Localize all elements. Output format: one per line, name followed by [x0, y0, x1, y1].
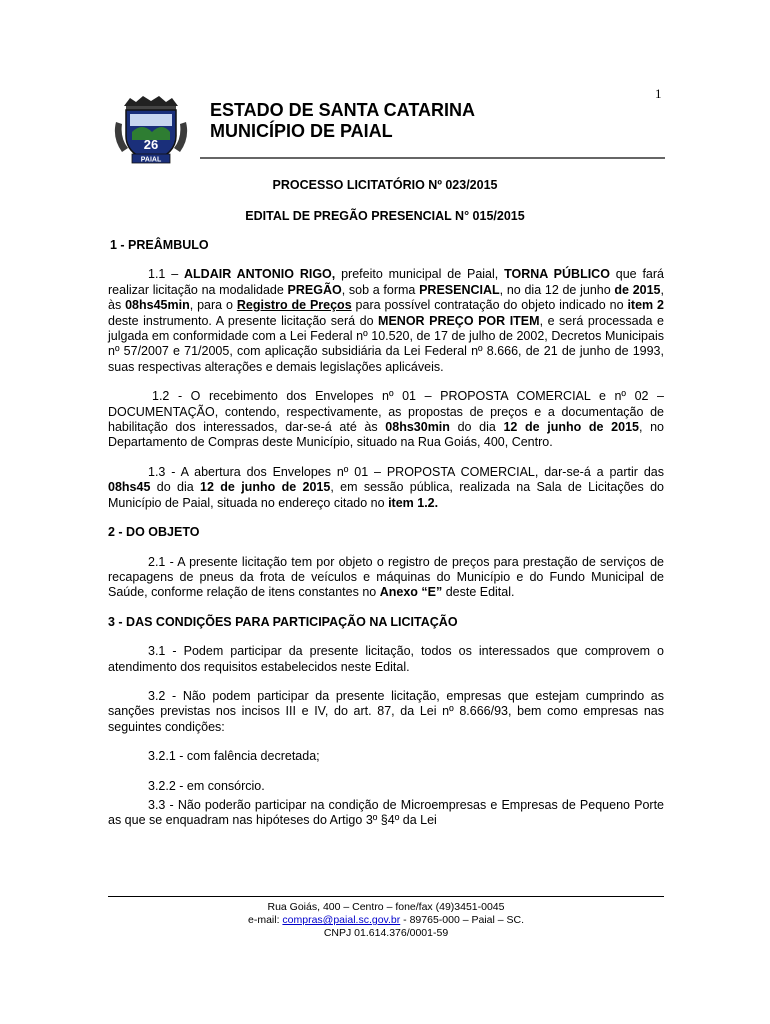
footer-address: Rua Goiás, 400 – Centro – fone/fax (49)3451-0045: [267, 901, 505, 913]
paragraph-1-3: 1.3 - A abertura dos Envelopes nº 01 – PROPOSTA COMERCIAL, dar-se-á a partir das 08hs45 do dia 12 de junho de 2015, em sessão pública, realizada na Sala de Licitações do Município de Paial, situada no endereço citado no item 1.2.: [108, 464, 664, 510]
header-title: [210, 100, 475, 142]
paragraph-2-1: 2.1 - A presente licitação tem por objeto o registro de preços para prestação de serviços de recapagens de pneus da frota de veículos e máquinas do Município e do Fundo Municipal de Saúde, conforme relação de itens constantes no Anexo “E” deste Edital.: [108, 554, 664, 600]
paragraph-3-1: 3.1 - Podem participar da presente licitação, todos os interessados que comprovem o atendimento dos requisitos estabelecidos neste Edital.: [108, 644, 664, 674]
edital-number: EDITAL DE PREGÃO PRESENCIAL N° 015/2015: [245, 209, 525, 223]
section-3-title: 3 - DAS CONDIÇÕES PARA PARTICIPAÇÃO NA LICITAÇÃO: [108, 614, 458, 629]
footer-contact: e-mail: compras@paial.sc.gov.br - 89765-000 – Paial – SC.: [247, 914, 525, 926]
email-link[interactable]: compras@paial.sc.gov.br: [282, 914, 401, 926]
footer: [108, 901, 664, 940]
footer-cnpj: CNPJ 01.614.376/0001-59: [323, 927, 449, 939]
process-number: PROCESSO LICITATÓRIO Nº 023/2015: [272, 178, 498, 192]
paragraph-3-2: 3.2 - Não podem participar da presente licitação, empresas que estejam cumprindo as sanções previstas nos incisos III e IV, do art. 87, da Lei nº 8.666/93, bem como empresas nas seguintes condições:: [108, 688, 664, 734]
paragraph-3-2-1: 3.2.1 - com falência decretada;: [148, 749, 320, 764]
section-2-title: 2 - DO OBJETO: [108, 525, 200, 540]
header-divider: [200, 157, 665, 159]
document-body: [108, 238, 664, 843]
page-number: 1: [655, 86, 662, 101]
footer-divider: [108, 896, 664, 897]
municipality-name: MUNICÍPIO DE PAIAL: [210, 121, 393, 141]
state-name: ESTADO DE SANTA CATARINA: [210, 100, 475, 120]
crest-number: 26: [143, 137, 159, 152]
crest-label: PAIAL: [140, 156, 162, 164]
paragraph-3-3: 3.3 - Não poderão participar na condição de Microempresas e Empresas de Pequeno Porte as que se enquadram nas hipóteses do Artigo 3º §4º da Lei: [108, 797, 664, 828]
municipal-crest-logo: [110, 92, 192, 166]
paragraph-1-1: 1.1 – ALDAIR ANTONIO RIGO, prefeito municipal de Paial, TORNA PÚBLICO que fará realizar licitação na modalidade PREGÃO, sob a forma PRESENCIAL, no dia 12 de junho de 2015, às 08hs45min, para o Registro de Preços para possível contratação do objeto indicado no item 2 deste instrumento. A presente licitação será do MENOR PREÇO POR ITEM, e será processada e julgada em conformidade com a Lei Federal nº 10.520, de 17 de julho de 2002, Decretos Municipais nº 57/2007 e 71/2005, com aplicação subsidiária da Lei Federal nº 8.666, de 21 de junho de 1993, suas respectivas alterações e demais legislações aplicáveis.: [108, 267, 664, 374]
section-1-title: 1 - PREÂMBULO: [110, 238, 209, 252]
paragraph-3-2-2: 3.2.2 - em consórcio.: [148, 778, 265, 793]
paragraph-1-2: 1.2 - O recebimento dos Envelopes nº 01 – PROPOSTA COMERCIAL e nº 02 – DOCUMENTAÇÃO, contendo, respectivamente, as propostas de preços e a documentação de habilitação dos interessados, dar-se-á até às 08hs30min do dia 12 de junho de 2015, no Departamento de Compras deste Município, situado na Rua Goiás, 400, Centro.: [108, 389, 664, 450]
